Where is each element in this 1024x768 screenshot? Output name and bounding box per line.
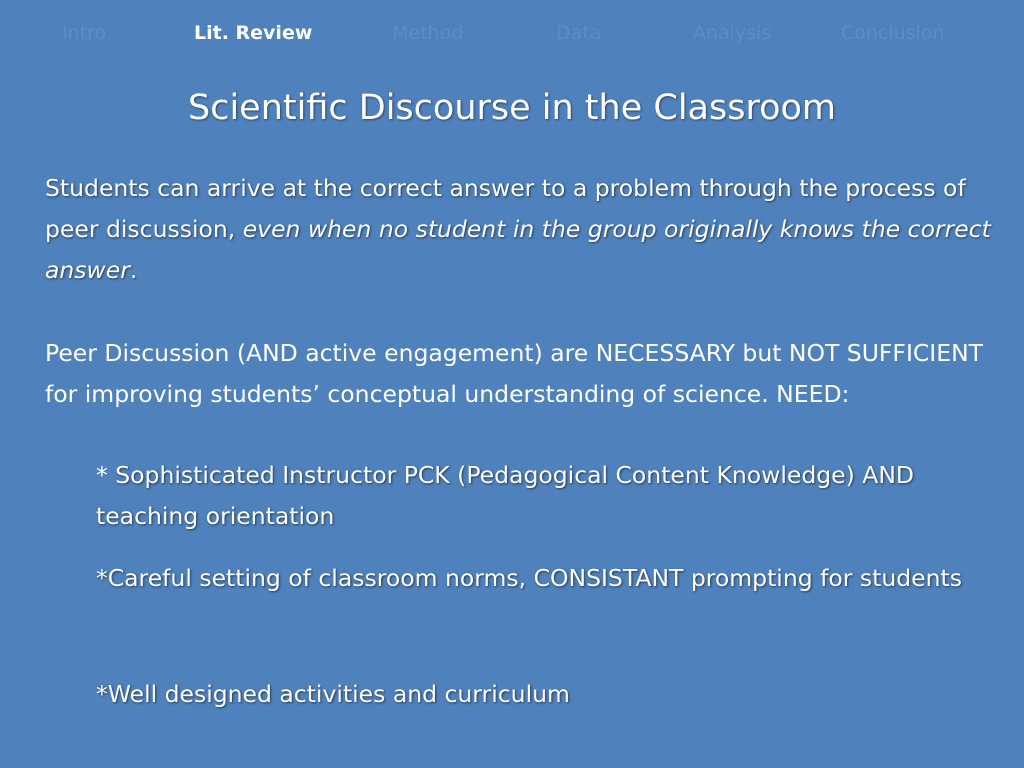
- bullet-item-pck: [96, 455, 1006, 537]
- slide-title: Scientific Discourse in the Classroom: [187, 88, 836, 128]
- bullet-marker: *: [96, 461, 116, 489]
- key-finding-lead: Students can arrive at the correct answer to a problem through the process of peer discussion: [45, 174, 966, 243]
- nav-item-conclusion[interactable]: Conclusion: [841, 22, 945, 44]
- requirements-paragraph: Peer Discussion (AND active engagement) are NECESSARY but NOT SUFFICIENT for improving students’ conceptual understanding of science. NEED:: [45, 339, 984, 408]
- nav-item-lit-review[interactable]: Lit. Review: [194, 22, 313, 44]
- bullet-item-activities: [96, 672, 1006, 716]
- nav-item-intro[interactable]: Intro: [62, 22, 107, 44]
- nav-item-method[interactable]: Method: [392, 22, 464, 44]
- nav-item-analysis[interactable]: Analysis: [693, 22, 772, 44]
- bullet-text: Sophisticated Instructor PCK (Pedagogical Content Knowledge) AND teaching orientation: [96, 461, 915, 530]
- nav-item-data[interactable]: Data: [556, 22, 602, 44]
- bullet-marker: *: [96, 680, 108, 708]
- key-finding-period: .: [129, 256, 138, 284]
- bullet-marker: *: [96, 564, 108, 592]
- bullet-text: Careful setting of classroom norms, CONSISTANT prompting for students: [107, 564, 962, 592]
- key-finding-emphasis: even when no student in the group originally knows the correct answer: [45, 215, 991, 284]
- key-finding-paragraph: [45, 168, 995, 291]
- section-navigation: [0, 20, 1024, 46]
- bullet-text: Well designed activities and curriculum: [107, 680, 570, 708]
- key-finding-comma: ,: [227, 215, 243, 243]
- bullet-item-norms: [96, 548, 1006, 609]
